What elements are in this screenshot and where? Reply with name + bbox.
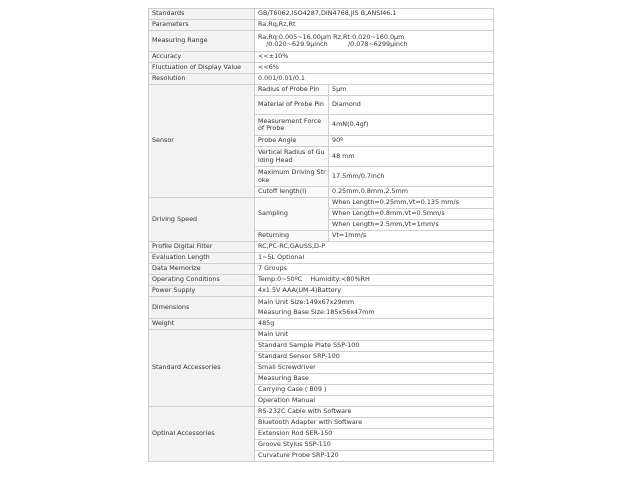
spec-value: RC,PC-RC,GAUSS,D-P [255, 242, 494, 253]
spec-value: Ra,Rq:0.005~16.00μm Rz,Rt:0.020~160.0μm /0.020~629.9μinch /0.078~6299μinch [255, 31, 494, 52]
table-row [149, 9, 494, 20]
spec-value: Ra,Rq,Rz,Rt [255, 20, 494, 31]
sub-label: Cutoff length(l) [255, 187, 329, 198]
list-item: Main Unit [255, 330, 494, 341]
spec-value: 485g [255, 319, 494, 330]
spec-value: Diamond [329, 96, 494, 115]
spec-label: Operating Conditions [149, 275, 255, 286]
spec-label: Evaluation Length [149, 253, 255, 264]
table-row [149, 319, 494, 330]
list-item: Small Screwdriver [255, 363, 494, 374]
table-row [149, 297, 494, 308]
table-row [149, 242, 494, 253]
sub-label: Probe Angle [255, 136, 329, 147]
sub-label: Radius of Probe Pin [255, 85, 329, 96]
spec-label: Driving Speed [149, 198, 255, 242]
sub-label: Measurement Force of Probe [255, 115, 329, 136]
spec-value: <<6% [255, 63, 494, 74]
spec-value: 0.001/0.01/0.1 [255, 74, 494, 85]
table-row [149, 253, 494, 264]
spec-value: 4mN(0.4gf) [329, 115, 494, 136]
list-item: Curvature Probe SRP-120 [255, 451, 494, 462]
list-item: RS-232C Cable with Software [255, 407, 494, 418]
spec-label: Weight [149, 319, 255, 330]
spec-label: Standards [149, 9, 255, 20]
list-item: Groove Stylus SSP-110 [255, 440, 494, 451]
list-item: Extension Rod SER-150 [255, 429, 494, 440]
spec-label: Measuring Range [149, 31, 255, 52]
table-row [149, 407, 494, 418]
list-item: Standard Sample Plate SSP-100 [255, 341, 494, 352]
list-item: Carrying Case ( B09 ) [255, 385, 494, 396]
spec-value: 4x1.5V AAA(UM-4)Battery [255, 286, 494, 297]
spec-value: Temp:0~50ºC Humidity:<80%RH [255, 275, 494, 286]
table-row [149, 20, 494, 31]
spec-label: Accuracy [149, 52, 255, 63]
spec-value: Main Unit Size:149x67x29mm [255, 297, 494, 308]
spec-value: Measuring Base Size:185x56x47mm [255, 308, 494, 319]
spec-label: Dimensions [149, 297, 255, 319]
spec-value: When Length=0.25mm,Vt=0.135 mm/s [329, 198, 494, 209]
table-row [149, 198, 494, 209]
list-item: Standard Sensor SRP-100 [255, 352, 494, 363]
spec-label: Profile Digital Filter [149, 242, 255, 253]
spec-value: Vt=1mm/s [329, 231, 494, 242]
spec-value: <<±10% [255, 52, 494, 63]
table-row [149, 85, 494, 96]
spec-label: Resolution [149, 74, 255, 85]
table-row [149, 275, 494, 286]
spec-value: 5μm [329, 85, 494, 96]
list-item: Measuring Base [255, 374, 494, 385]
sub-label: Maximum Driving Stroke [255, 167, 329, 187]
table-row [149, 264, 494, 275]
spec-value: 7 Groups [255, 264, 494, 275]
sub-label: Vertical Radius of Guiding Head [255, 147, 329, 167]
spec-value: 0.25mm,0.8mm,2.5mm [329, 187, 494, 198]
spec-label: Sensor [149, 85, 255, 198]
table-row [149, 330, 494, 341]
sub-label: Material of Probe Pin [255, 96, 329, 115]
sub-label: Sampling [255, 198, 329, 231]
table-row [149, 74, 494, 85]
table-row [149, 31, 494, 52]
table-row [149, 52, 494, 63]
sub-label: Returning [255, 231, 329, 242]
list-item: Operation Manual [255, 396, 494, 407]
spec-label: Parameters [149, 20, 255, 31]
spec-label: Standard Accessories [149, 330, 255, 407]
spec-value: 90º [329, 136, 494, 147]
table-row [149, 286, 494, 297]
spec-value: When Length=0.8mm,Vt=0.5mm/s [329, 209, 494, 220]
spec-value: 17.5mm/0.7inch [329, 167, 494, 187]
spec-label: Optinal Accessories [149, 407, 255, 462]
spec-label: Fluctuation of Display Value [149, 63, 255, 74]
spec-label: Data Memorize [149, 264, 255, 275]
spec-label: Power Supply [149, 286, 255, 297]
spec-value: GB/T6062,ISO4287,DIN4768,JIS B,ANSI46.1 [255, 9, 494, 20]
list-item: Bluetooth Adapter with Software [255, 418, 494, 429]
specification-table [148, 8, 494, 462]
spec-value: 1~5L Optional [255, 253, 494, 264]
table-row [149, 63, 494, 74]
spec-value: 48 mm [329, 147, 494, 167]
spec-value: When Length=2.5mm,Vt=1mm/s [329, 220, 494, 231]
